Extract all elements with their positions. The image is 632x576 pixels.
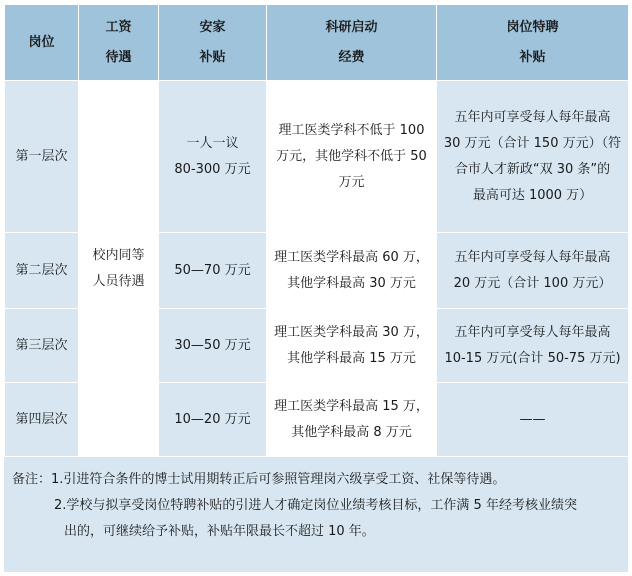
settle-cell: 10—20 万元 [159,383,267,457]
header-research-funding: 科研启动 经费 [267,5,437,81]
research-cell: 理工医类学科最高 15 万， 其他学科最高 8 万元 [267,383,437,457]
header-salary: 工资 待遇 [79,5,159,81]
header-special-allowance: 岗位特聘 补贴 [437,5,629,81]
research-cell: 理工医类学科最高 60 万， 其他学科最高 30 万元 [267,233,437,309]
special-cell: 五年内可享受每人每年最高 20 万元（合计 100 万元） [437,233,629,309]
special-cell: 五年内可享受每人每年最高 10-15 万元(合计 50-75 万元) [437,309,629,383]
position-cell: 第三层次 [5,309,79,383]
position-cell: 第一层次 [5,81,79,233]
talent-benefits-table [4,4,629,457]
header-position: 岗位 [5,5,79,81]
settle-cell: 50—70 万元 [159,233,267,309]
settle-cell: 一人一议 80-300 万元 [159,81,267,233]
note-line-2: 2.学校与拟享受岗位特聘补贴的引进人才确定岗位业绩考核目标，工作满 5 年经考核业绩突 [54,498,577,513]
note-line-1: 备注：1.引进符合条件的博士试用期转正后可参照管理岗六级享受工资、社保等待遇。 [12,472,506,487]
position-cell: 第四层次 [5,383,79,457]
salary-shared-cell: 校内同等 人员待遇 [79,81,159,457]
settle-cell: 30—50 万元 [159,309,267,383]
research-cell: 理工医类学科最高 30 万， 其他学科最高 15 万元 [267,309,437,383]
notes-section [4,457,628,572]
special-cell: —— [437,383,629,457]
header-settle-allowance: 安家 补贴 [159,5,267,81]
table-row [5,81,629,233]
header-row [5,5,629,81]
note-line-3: 出的，可继续给予补贴，补贴年限最长不超过 10 年。 [64,524,375,539]
position-cell: 第二层次 [5,233,79,309]
research-cell: 理工医类学科不低于 100 万元，其他学科不低于 50 万元 [267,81,437,233]
special-cell: 五年内可享受每人每年最高 30 万元（合计 150 万元）（符 合市人才新政“双 30 条”的 最高可达 1000 万） [437,81,629,233]
